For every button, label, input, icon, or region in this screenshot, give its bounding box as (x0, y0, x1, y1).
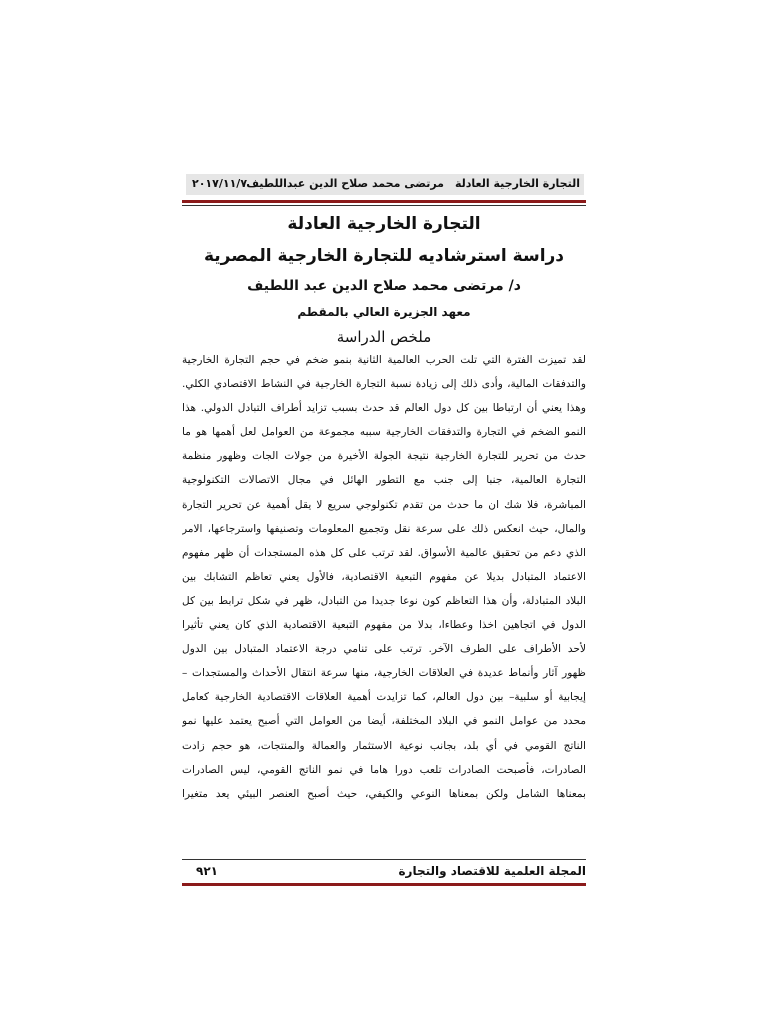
abstract-line: بمعناها الشامل ولكن بمعناها النوعي والكيفي، حيث أصبح العنصر البيئي يعد متغيرا (182, 787, 586, 800)
abstract-line: لقد تميزت الفترة التي تلت الحرب العالمية الثانية بنمو ضخم في حجم التجارة الخارجية (182, 354, 586, 366)
abstract-line: التجارة العالمية، جنبا إلى جنب مع التطور الهائل في مجال الاتصالات التكنولوجية (182, 474, 586, 487)
footer-rule-thin (182, 859, 586, 860)
running-header (186, 174, 584, 195)
abstract-line: ظهور آثار وأنماط عديدة في العلاقات الخارجية، منها سرعة انتقال الأحداث والمستجدات – (182, 667, 586, 680)
abstract-heading: ملخص الدراسة (336, 328, 432, 346)
abstract-line: المباشرة، فلا شك ان ما حدث من تقدم تكنولوجي سريع لا يقل أهمية عن تحرير التجارة (182, 498, 586, 511)
abstract-body (182, 348, 586, 806)
running-footer (182, 864, 586, 882)
abstract-line: إيجابية أو سلبية– بين دول العالم، كما تزايدت أهمية العلاقات الاقتصادية الخارجية كعامل (182, 691, 586, 704)
abstract-line: حدث من تحرير للتجارة الخارجية نتيجة الجولة الأخيرة من جولات الجات وظهور منظمة (182, 450, 586, 463)
abstract-line: الصادرات، فأصبحت الصادرات تلعب دورا هاما في نمو الناتج القومي، ليس الصادرات (182, 763, 586, 776)
abstract-line: الاعتماد المتبادل بديلا عن مفهوم التبعية الاقتصادية، فالأول يعني تعاظم التشابك بين (182, 570, 586, 583)
header-rule-thin (182, 205, 586, 206)
paper-subtitle: دراسة استرشاديه للتجارة الخارجية المصرية (203, 246, 565, 266)
footer-journal-name: المجلة العلمية للاقتصاد والتجارة (398, 864, 586, 878)
header-journal-title: التجارة الخارجية العادلة (454, 177, 580, 190)
abstract-line: وهذا يعني أن ارتباطا بين كل دول العالم قد حدث بسبب تزايد أطراف التبادل الدولي. هذا (182, 402, 586, 415)
title-block (182, 208, 586, 350)
abstract-line: والتدفقات المالية، وأدى ذلك إلى زيادة نسبة التجارة الخارجية في النشاط الاقتصادي الكلي. (182, 378, 586, 391)
author-name: د/ مرتضى محمد صلاح الدين عبد اللطيف (247, 278, 521, 294)
abstract-line: الناتج القومي في أي بلد، بجانب نوعية الاستثمار والعمالة والمنتجات، هو حجم زادت (182, 739, 586, 752)
abstract-line: النمو الضخم في التجارة والتدفقات الخارجية سببه مجموعة من العوامل لعل أهمها هو ما (182, 426, 586, 439)
footer-rule-thick (182, 883, 586, 886)
abstract-line: الدول في اتجاهين اخذا وعطاءا، بدلا من مفهوم التبعية الاقتصادية الذي كان يعني تأثيرا (182, 619, 586, 632)
paper-title: التجارة الخارجية العادلة (287, 214, 481, 234)
abstract-line: محدد من عوامل النمو في البلاد المختلفة، أيضا من العوامل التي أصبح يعتمد عليها نمو (182, 715, 586, 728)
header-date: ٢٠١٧/١١/٧ (192, 177, 248, 190)
author-affiliation: معهد الجزيرة العالي بالمقطم (297, 305, 471, 319)
page-number: ٩٢١ (196, 864, 218, 878)
abstract-line: لأحد الأطراف على الطرف الآخر. ترتب على تنامي درجة الاعتماد المتبادل بين الدول (182, 643, 586, 656)
header-rule-thick (182, 200, 586, 203)
abstract-line: الذي دعم من تحقيق عالمية الأسواق. لقد ترتب على كل هذه المستجدات أن ظهر مفهوم (182, 546, 586, 559)
header-author: مرتضى محمد صلاح الدين عبداللطيف (246, 177, 444, 190)
abstract-line: البلاد المتبادلة، وأن هذا التعاظم كون نوعا جديدا من التبادل، ظهر في شكل ترابط بين كل (182, 594, 586, 607)
abstract-line: والمال، حيث انعكس ذلك على سرعة نقل وتجميع المعلومات وتصنيفها واسترجاعها، الامر (182, 522, 586, 535)
